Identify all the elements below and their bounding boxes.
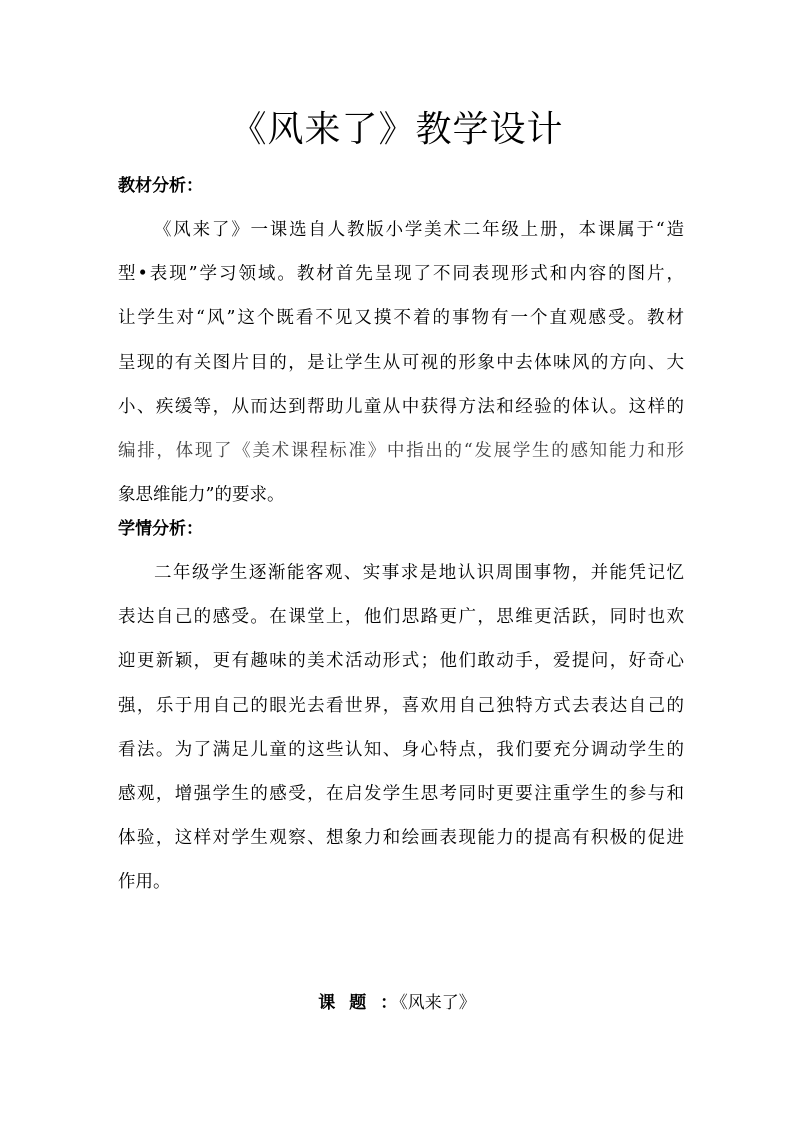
topic-colon: ： [380, 993, 398, 1013]
paragraph-line: 型•表现”学习领域。教材首先呈现了不同表现形式和内容的图片， [118, 264, 684, 285]
paragraph-line: 《风来了》一课选自人教版小学美术二年级上册，本课属于“造 [154, 220, 684, 240]
paragraph-line: 象思维能力”的要求。 [118, 485, 285, 506]
paragraph-line: 编排，体现了《美术课程标准》中指出的“发展学生的感知能力和形 [118, 440, 684, 461]
section-heading-student-analysis: 学情分析： [118, 519, 203, 539]
paragraph-line: 感观，增强学生的感受，在启发学生思考同时更要注重学生的参与和 [118, 783, 684, 804]
paragraph-line: 体验，这样对学生观察、想象力和绘画表现能力的提高有积极的促进 [118, 828, 684, 849]
paragraph-textbook-analysis [118, 208, 684, 517]
paragraph-line: 呈现的有关图片目的，是让学生从可视的形象中去体味风的方向、大 [118, 352, 684, 373]
paragraph-line: 小、疾缓等，从而达到帮助儿童从中获得方法和经验的体认。这样的 [118, 396, 684, 417]
paragraph-line: 迎更新颖，更有趣味的美术活动形式；他们敢动手，爱提问，好奇心 [118, 651, 684, 672]
topic-value: 《风来了》 [399, 993, 476, 1013]
paragraph-line: 看法。为了满足儿童的这些认知、身心特点，我们要充分调动学生的 [118, 739, 684, 760]
section-heading-textbook-analysis: 教材分析： [118, 176, 203, 196]
lesson-topic [0, 988, 794, 1018]
paragraph-line: 强，乐于用自己的眼光去看世界，喜欢用自己独特方式去表达自己的 [118, 695, 684, 716]
paragraph-line: 表达自己的感受。在课堂上，他们思路更广，思维更活跃，同时也欢 [118, 607, 684, 628]
topic-label: 课题 [318, 993, 381, 1013]
paragraph-line: 让学生对“风”这个既看不见又摸不着的事物有一个直观感受。教材 [118, 308, 684, 329]
paragraph-line: 作用。 [118, 872, 171, 893]
paragraph-line: 二年级学生逐渐能客观、实事求是地认识周围事物，并能凭记忆 [154, 563, 684, 583]
paragraph-student-analysis [118, 551, 684, 905]
document-title: 《风来了》教学设计 [230, 109, 564, 150]
